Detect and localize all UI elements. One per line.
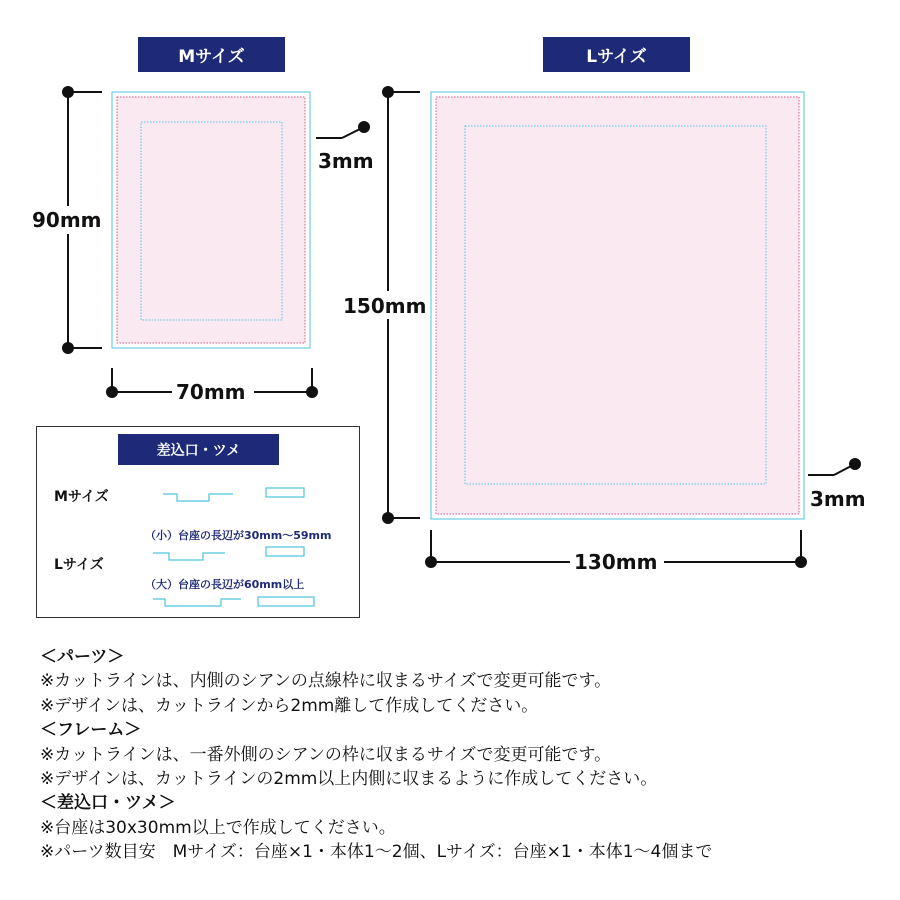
legend-title: 差込口・ツメ	[156, 442, 241, 459]
m-parts-area	[141, 122, 282, 320]
notes-heading: ＜フレーム＞	[40, 720, 142, 741]
notes-line: ※デザインは、カットラインから2mm離して作成してください。	[40, 695, 539, 716]
notes-line: ※カットラインは、一番外側のシアンの枠に収まるサイズで変更可能です。	[40, 744, 612, 765]
l-large-tab-shape	[258, 597, 314, 606]
notes-heading: ＜差込口・ツメ＞	[40, 793, 176, 814]
slot-tab-legend	[36, 426, 360, 618]
notes-line: ※パーツ数目安 Mサイズ：台座×1・本体1～2個、Lサイズ：台座×1・本体1～4個まで	[40, 842, 713, 863]
m-tab-shape	[266, 488, 304, 497]
m-margin-callout	[316, 121, 370, 138]
m-height-label: 90mm	[32, 208, 102, 232]
l-margin-label: 3mm	[810, 487, 866, 511]
notes-line: ※デザインは、カットラインの2mm以上内側に収まるように作成してください。	[40, 769, 658, 790]
notes-heading: ＜パーツ＞	[40, 647, 125, 667]
m-slot-shape	[163, 494, 233, 501]
l-large-slot-shape	[153, 599, 241, 606]
legend-l-label: Lサイズ	[54, 557, 104, 573]
notes-section	[40, 645, 712, 865]
l-small-slot-shape	[153, 553, 225, 560]
notes-line: ※カットラインは、内側のシアンの点線枠に収まるサイズで変更可能です。	[40, 671, 612, 692]
l-width-label: 130mm	[574, 550, 658, 574]
legend-shapes	[37, 427, 359, 617]
legend-m-label: Mサイズ	[54, 489, 109, 505]
l-height-label: 150mm	[343, 294, 427, 318]
l-parts-area	[465, 126, 766, 484]
m-margin-label: 3mm	[318, 149, 374, 173]
m-size-title: Mサイズ	[178, 47, 245, 67]
l-margin-callout	[808, 458, 861, 475]
legend-small-note: （小）台座の長辺が30mm～59mm	[145, 529, 332, 542]
l-size-title: Lサイズ	[586, 47, 647, 67]
l-small-tab-shape	[266, 547, 304, 556]
notes-line: ※台座は30x30mm以上で作成してください。	[40, 817, 396, 838]
legend-large-note: （大）台座の長辺が60mm以上	[145, 578, 305, 591]
m-width-label: 70mm	[176, 380, 246, 404]
